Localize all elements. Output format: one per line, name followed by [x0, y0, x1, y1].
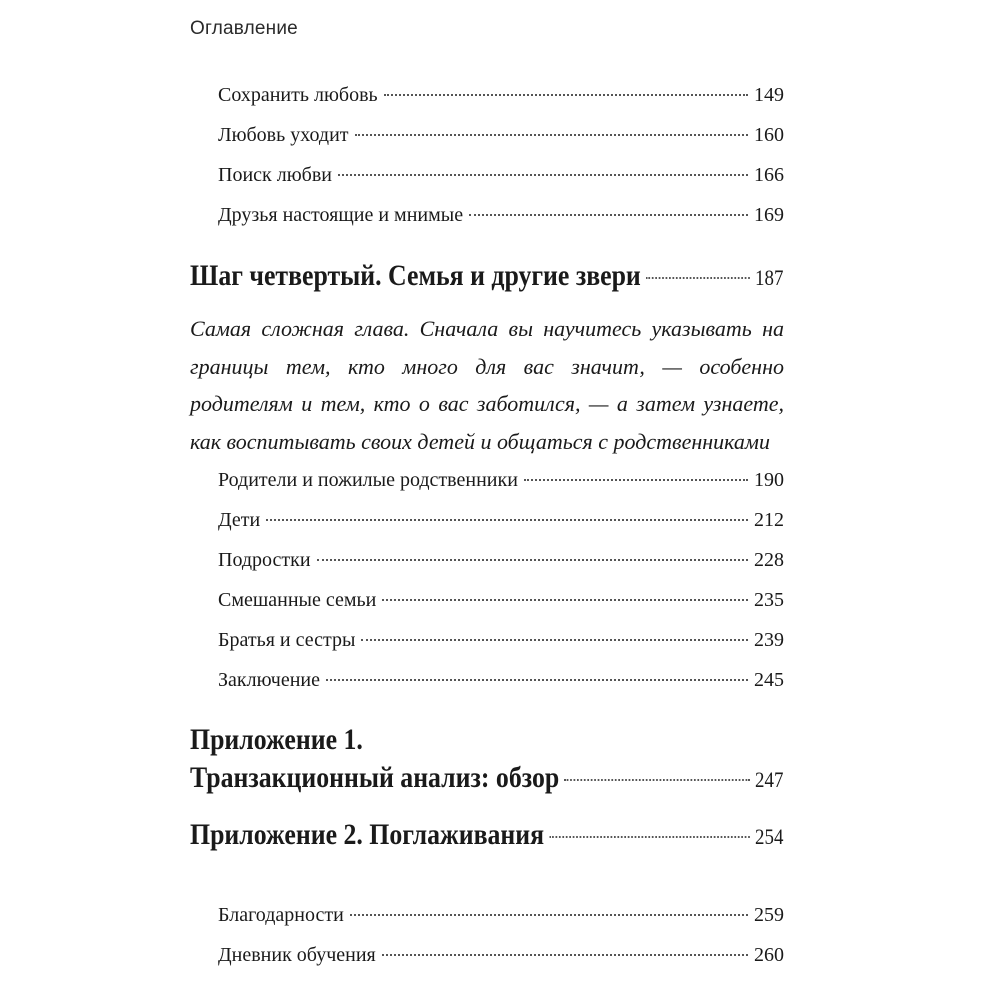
toc-entry-page: 245: [754, 669, 784, 691]
toc-entry-title: Друзья настоящие и мнимые: [218, 204, 464, 226]
chapter-page: 187: [755, 265, 784, 290]
toc-entry-preserve-love[interactable]: [218, 80, 784, 110]
toc-entry-title: Поиск любви: [218, 164, 332, 186]
appendix-1-heading: Приложение 1.: [190, 723, 363, 756]
toc-entry-title: Родители и пожилые родственники: [218, 469, 518, 491]
toc-entry-title: Любовь уходит: [218, 124, 349, 146]
toc-entry-title: Братья и сестры: [218, 629, 356, 651]
toc-entry-teens[interactable]: [218, 545, 784, 575]
leader-dots: [326, 679, 748, 681]
leader-dots: [361, 639, 748, 641]
leader-dots: [338, 174, 748, 176]
running-head: Оглавление: [190, 18, 298, 39]
appendix-title: Транзакционный анализ: обзор: [190, 761, 560, 794]
toc-entry-siblings[interactable]: [218, 625, 784, 655]
toc-entry-title: Заключение: [218, 669, 320, 691]
toc-entry-page: 212: [754, 509, 784, 531]
chapter-title: Шаг четвертый. Семья и другие звери: [190, 259, 641, 292]
leader-dots: [382, 599, 748, 601]
toc-entry-page: 228: [754, 549, 784, 571]
toc-chapter-4[interactable]: [190, 258, 783, 296]
leader-dots: [646, 277, 750, 279]
toc-entry-children[interactable]: [218, 505, 784, 535]
toc-entry-title: Дети: [218, 509, 261, 531]
toc-entry-title: Дневник обучения: [218, 944, 376, 966]
leader-dots: [469, 214, 748, 216]
toc-entry-page: 190: [754, 469, 784, 491]
leader-dots: [350, 914, 748, 916]
toc-entry-page: 259: [754, 904, 784, 926]
toc-entry-parents[interactable]: [218, 465, 784, 495]
leader-dots: [355, 134, 748, 136]
toc-entry-blended-families[interactable]: [218, 585, 784, 615]
appendix-page: 254: [755, 824, 784, 849]
leader-dots: [317, 559, 748, 561]
toc-entry-page: 169: [754, 204, 784, 226]
toc-entry-love-leaves[interactable]: [218, 120, 784, 150]
toc-entry-title: Смешанные семьи: [218, 589, 377, 611]
toc-entry-page: 235: [754, 589, 784, 611]
toc-appendix-1[interactable]: [190, 760, 783, 798]
appendix-page: 247: [755, 767, 784, 792]
leader-dots: [549, 836, 750, 838]
toc-entry-friends[interactable]: [218, 200, 784, 230]
leader-dots: [384, 94, 748, 96]
leader-dots: [382, 954, 748, 956]
toc-entry-page: 260: [754, 944, 784, 966]
appendix-title: Приложение 2. Поглаживания: [190, 818, 545, 851]
toc-entry-acknowledgements[interactable]: [218, 900, 784, 930]
leader-dots: [524, 479, 748, 481]
leader-dots: [266, 519, 748, 521]
toc-entry-journal[interactable]: [218, 940, 784, 970]
toc-entry-title: Сохранить любовь: [218, 84, 378, 106]
toc-entry-search-love[interactable]: [218, 160, 784, 190]
chapter-description: Самая сложная глава. Сначала вы научитесь указывать на границы тем, кто много для вас значит, — особенно родителям и тем, кто о вас заботился, — а затем узнаете, как воспитывать своих детей и общаться с родственниками: [190, 316, 784, 454]
toc-appendix-2[interactable]: [190, 817, 783, 855]
toc-entry-page: 160: [754, 124, 784, 146]
toc-entry-conclusion[interactable]: [218, 665, 784, 695]
toc-entry-title: Подростки: [218, 549, 311, 571]
toc-entry-page: 239: [754, 629, 784, 651]
toc-entry-page: 166: [754, 164, 784, 186]
leader-dots: [564, 779, 749, 781]
toc-entry-page: 149: [754, 84, 784, 106]
toc-entry-title: Благодарности: [218, 904, 344, 926]
